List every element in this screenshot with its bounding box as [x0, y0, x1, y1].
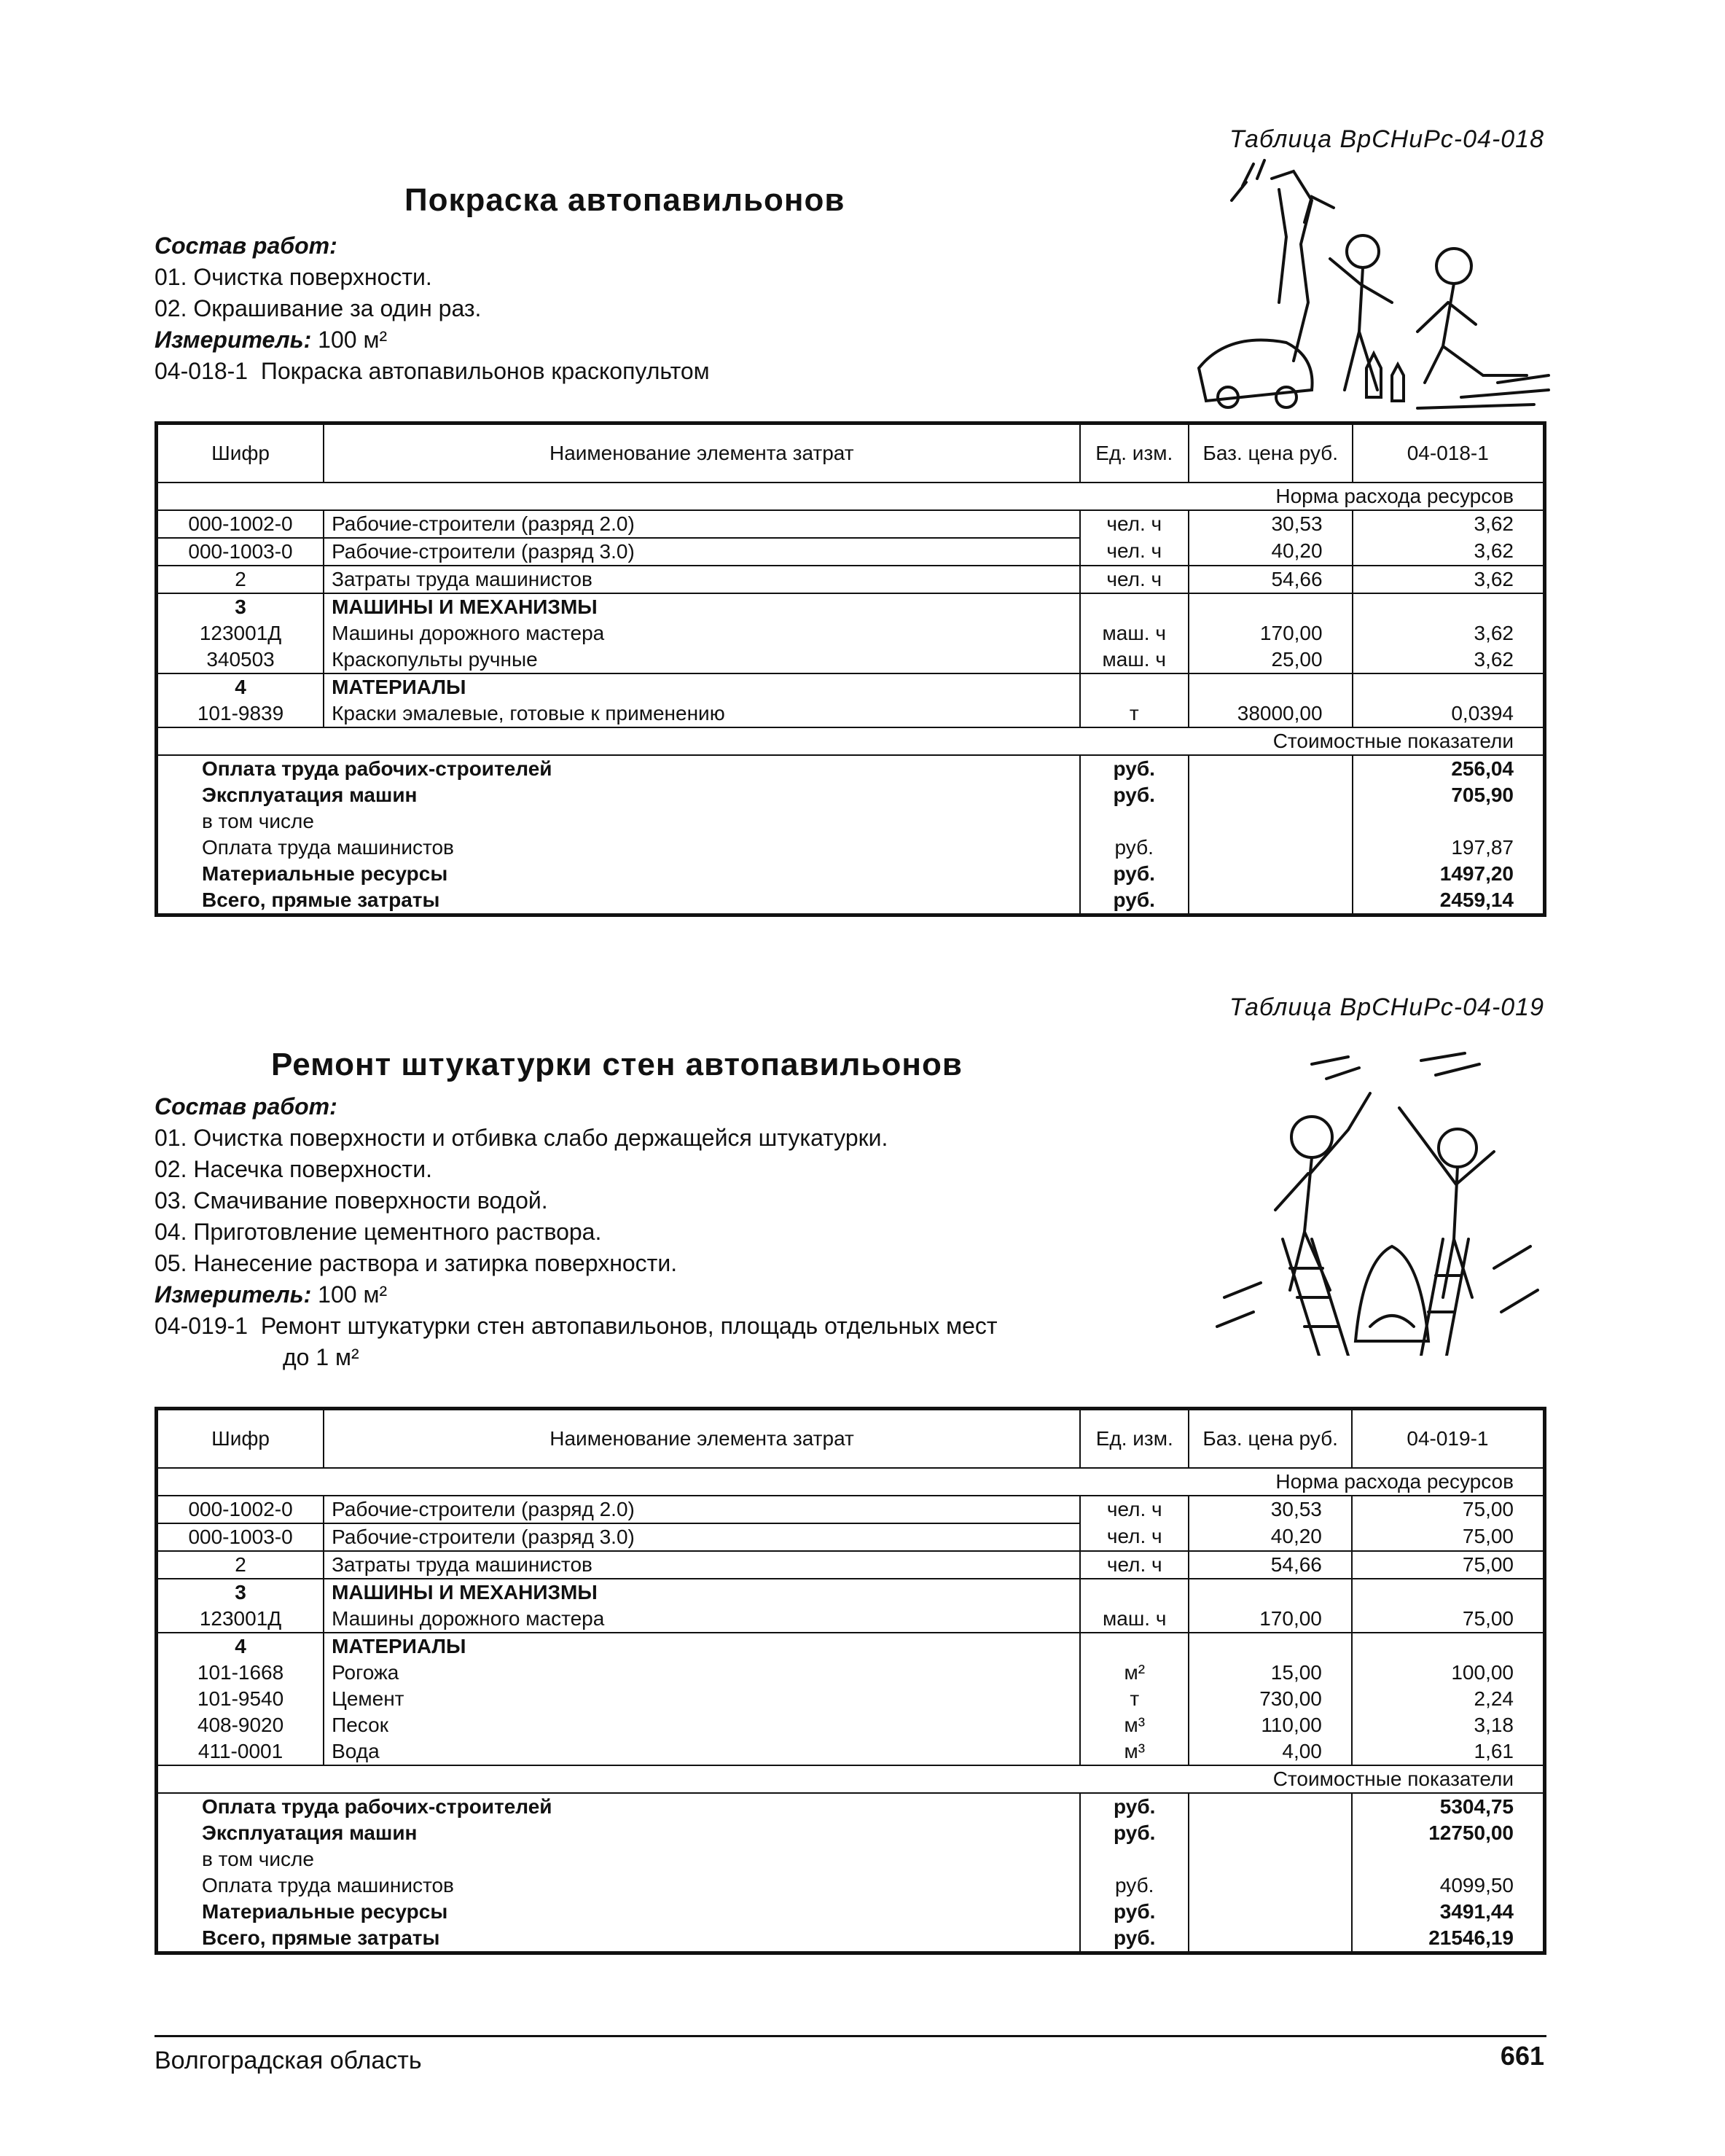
header-unit: Ед. изм.: [1080, 1409, 1189, 1469]
table-row: 000-1002-0 Рабочие-строители (разряд 2.0) чел. ч 30,53 3,62: [157, 510, 1545, 538]
work-description-1: [154, 230, 710, 387]
summary-row: Оплата труда рабочих-строителей руб. 256,04: [157, 755, 1545, 782]
table-row: 408-9020 Песок м³ 110,00 3,18: [157, 1712, 1545, 1738]
table-row: 101-9839 Краски эмалевые, готовые к применению т 38000,00 0,0394: [157, 700, 1545, 727]
summary-row: Всего, прямые затраты руб. 2459,14: [157, 887, 1545, 915]
resource-table-2: [154, 1407, 1546, 1955]
painters-illustration: [1184, 157, 1556, 419]
item-text: Ремонт штукатурки стен автопавильонов, площадь отдельных мест: [260, 1313, 998, 1339]
work-step: 03. Смачивание поверхности водой.: [154, 1187, 548, 1214]
summary-row: Материальные ресурсы руб. 3491,44: [157, 1899, 1545, 1925]
table-row: 4 МАТЕРИАЛЫ: [157, 1633, 1545, 1660]
table-row: 3 МАШИНЫ И МЕХАНИЗМЫ: [157, 1579, 1545, 1606]
header-name: Наименование элемента затрат: [324, 423, 1079, 483]
work-step: 01. Очистка поверхности.: [154, 264, 432, 290]
summary-row: Эксплуатация машин руб. 12750,00: [157, 1820, 1545, 1846]
item-code: 04-019-1: [154, 1313, 249, 1339]
table-caption-1: Таблица ВрСНиРс-04-018: [1229, 125, 1544, 153]
work-label: Состав работ:: [154, 1093, 337, 1120]
table-row: 000-1003-0 Рабочие-строители (разряд 3.0) чел. ч 40,20 3,62: [157, 538, 1545, 566]
table-row: 4 МАТЕРИАЛЫ: [157, 673, 1545, 700]
norm-label: Норма расхода ресурсов: [157, 483, 1545, 510]
work-step: 01. Очистка поверхности и отбивка слабо держащейся штукатурки.: [154, 1125, 888, 1151]
item-code: 04-018-1: [154, 358, 249, 384]
plasterers-illustration: [1202, 1050, 1545, 1356]
table-row: 000-1003-0 Рабочие-строители (разряд 3.0) чел. ч 40,20 75,00: [157, 1523, 1545, 1551]
footer-region: Волгоградская область: [154, 2047, 422, 2074]
summary-row: в том числе: [157, 808, 1545, 835]
table-row: 340503 Краскопульты ручные маш. ч 25,00 3,62: [157, 647, 1545, 673]
work-step: 05. Нанесение раствора и затирка поверхности.: [154, 1250, 678, 1276]
section-title-1: Покраска автопавильонов: [404, 182, 845, 218]
item-text: Покраска автопавильонов краскопультом: [260, 358, 710, 384]
resource-table-1: [154, 421, 1546, 917]
summary-row: Оплата труда машинистов руб. 197,87: [157, 835, 1545, 861]
table-caption-2: Таблица ВрСНиРс-04-019: [1229, 993, 1544, 1021]
cost-label: Стоимостные показатели: [157, 727, 1545, 755]
work-step: 02. Окрашивание за один раз.: [154, 295, 482, 321]
header-price: Баз. цена руб.: [1189, 423, 1353, 483]
header-unit: Ед. изм.: [1080, 423, 1189, 483]
table-row: 411-0001 Вода м³ 4,00 1,61: [157, 1738, 1545, 1765]
work-step: 02. Насечка поверхности.: [154, 1156, 432, 1182]
cost-label: Стоимостные показатели: [157, 1765, 1545, 1793]
header-col: 04-019-1: [1352, 1409, 1545, 1469]
item-text-cont: до 1 м²: [283, 1344, 359, 1370]
section-title-2: Ремонт штукатурки стен автопавильонов: [271, 1047, 963, 1082]
table-row: 123001Д Машины дорожного мастера маш. ч 170,00 3,62: [157, 620, 1545, 647]
norm-label: Норма расхода ресурсов: [157, 1468, 1545, 1496]
table-row: 123001Д Машины дорожного мастера маш. ч 170,00 75,00: [157, 1606, 1545, 1633]
header-name: Наименование элемента затрат: [324, 1409, 1080, 1469]
summary-row: Оплата труда машинистов руб. 4099,50: [157, 1872, 1545, 1899]
meter-label: Измеритель:: [154, 1281, 312, 1308]
page-number: 661: [1500, 2041, 1544, 2071]
work-label: Состав работ:: [154, 233, 337, 259]
table-row: 101-1668 Рогожа м² 15,00 100,00: [157, 1660, 1545, 1686]
table-row: 2 Затраты труда машинистов чел. ч 54,66 75,00: [157, 1551, 1545, 1579]
summary-row: Оплата труда рабочих-строителей руб. 5304,75: [157, 1793, 1545, 1820]
table-row: 3 МАШИНЫ И МЕХАНИЗМЫ: [157, 593, 1545, 620]
header-price: Баз. цена руб.: [1189, 1409, 1351, 1469]
summary-row: Эксплуатация машин руб. 705,90: [157, 782, 1545, 808]
summary-row: Материальные ресурсы руб. 1497,20: [157, 861, 1545, 887]
summary-row: в том числе: [157, 1846, 1545, 1872]
header-code: Шифр: [157, 423, 324, 483]
meter-value: 100 м²: [318, 1281, 388, 1308]
header-code: Шифр: [157, 1409, 324, 1469]
work-description-2: [154, 1091, 998, 1373]
header-col: 04-018-1: [1353, 423, 1545, 483]
summary-row: Всего, прямые затраты руб. 21546,19: [157, 1925, 1545, 1953]
table-row: 000-1002-0 Рабочие-строители (разряд 2.0) чел. ч 30,53 75,00: [157, 1496, 1545, 1523]
meter-label: Измеритель:: [154, 327, 312, 353]
table-row: 101-9540 Цемент т 730,00 2,24: [157, 1686, 1545, 1712]
footer-divider: [154, 2035, 1546, 2037]
work-step: 04. Приготовление цементного раствора.: [154, 1219, 602, 1245]
table-row: 2 Затраты труда машинистов чел. ч 54,66 3,62: [157, 566, 1545, 593]
meter-value: 100 м²: [318, 327, 388, 353]
